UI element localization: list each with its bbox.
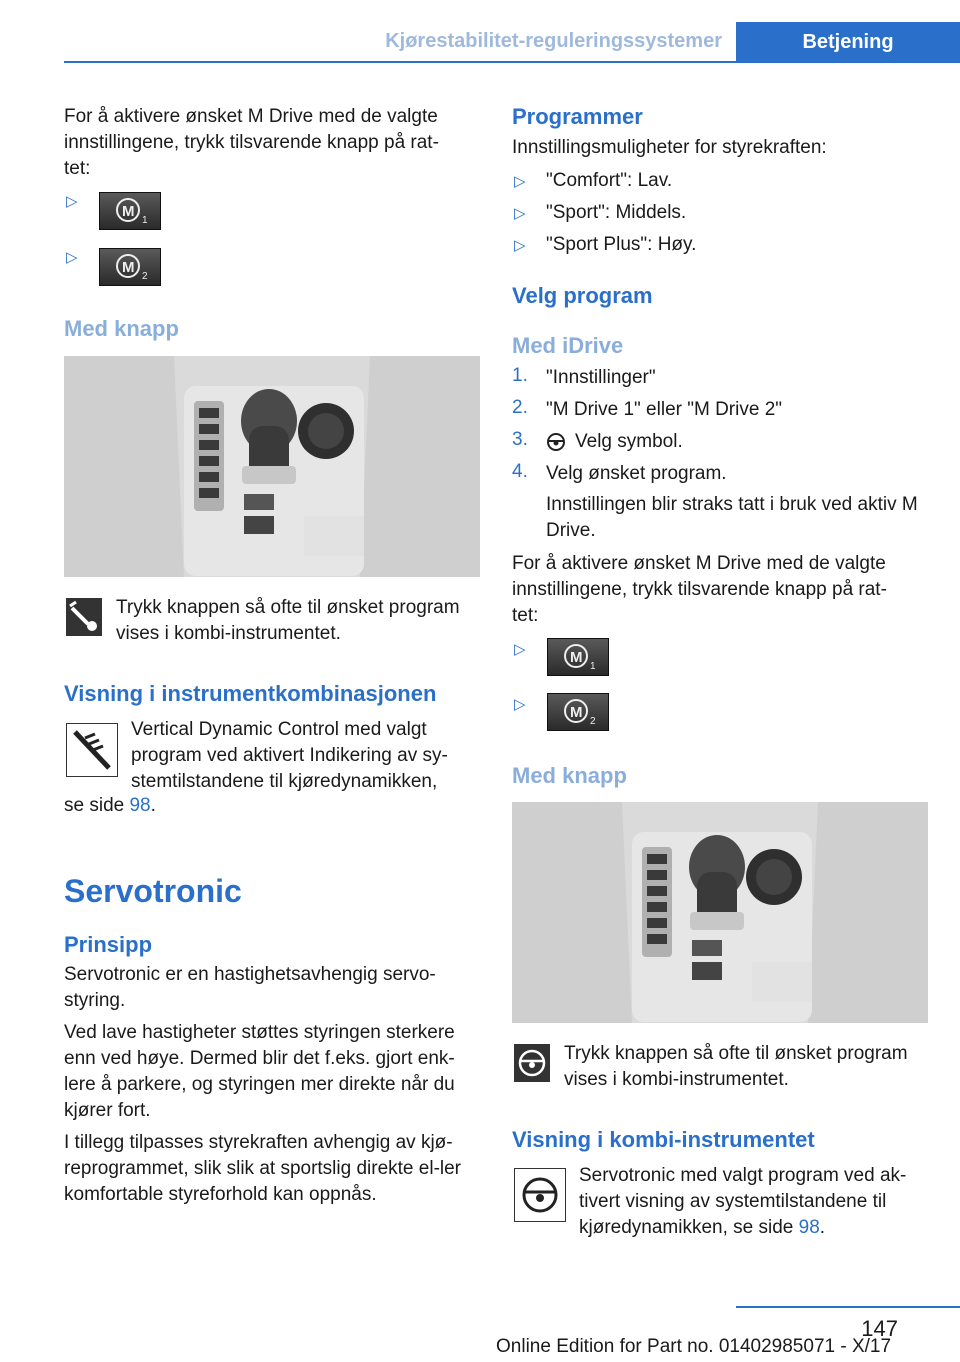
page-link-98[interactable]: 98	[129, 795, 151, 816]
option-sport: "Sport": Middels.	[546, 202, 687, 223]
prinsipp-heading: Prinsipp	[64, 932, 153, 957]
m2-button-image	[547, 693, 609, 731]
prinsipp-paragraph-2: Ved lave hastigheter støttes styringen sterkere enn ved høye. Dermed blir det f.eks. gjort enk-lere å parkere, og styringen mer direkte når du kjører fort.	[64, 1022, 455, 1121]
step-number-4: 4.	[512, 461, 528, 482]
period: .	[150, 795, 156, 816]
programmer-heading: Programmer	[512, 104, 643, 129]
steering-wheel-indicator-icon	[514, 1168, 566, 1222]
step-number-1: 1.	[512, 365, 528, 386]
med-knapp-heading-right: Med knapp	[512, 763, 627, 788]
svg-text:M: M	[122, 259, 135, 276]
step-4-subtext: Innstillingen blir straks tatt i bruk ved aktiv M Drive.	[546, 494, 918, 541]
visning-heading-right: Visning i kombi-instrumentet	[512, 1127, 815, 1152]
svg-text:M: M	[570, 649, 583, 666]
m1-index-label: 1	[590, 661, 596, 672]
header-rule	[64, 61, 960, 63]
see-page-text: se side	[64, 795, 125, 816]
step-text-3: Velg symbol.	[575, 431, 683, 452]
velg-program-heading: Velg program	[512, 283, 653, 308]
m1-button-image	[99, 192, 161, 230]
note-text-1: Trykk knappen så ofte til ønsket program vises i kombi-instrumentet.	[116, 597, 460, 644]
step-number-3: 3.	[512, 429, 528, 450]
footer-rule	[736, 1306, 960, 1308]
step-number-2: 2.	[512, 397, 528, 418]
page-link-98[interactable]: 98	[798, 1217, 820, 1238]
shock-absorber-icon	[66, 723, 118, 777]
visning-text-right: Servotronic med valgt program ved ak-tivert visning av systemtilstandene til kjøredynamikken, se side	[579, 1165, 907, 1238]
servotronic-heading: Servotronic	[64, 873, 242, 909]
steering-wheel-icon	[546, 432, 566, 452]
running-header-section: Kjørestabilitet-reguleringssystemer	[385, 30, 722, 52]
intro-paragraph: For å aktivere ønsket M Drive med de valgte innstillingene, trykk tilsvarende knapp på rat-tet:	[64, 106, 439, 179]
center-console-photo	[512, 802, 928, 1023]
svg-text:M: M	[570, 704, 583, 721]
svg-text:M: M	[122, 203, 135, 220]
option-comfort: "Comfort": Lav.	[546, 170, 673, 191]
m2-index-label: 2	[142, 271, 148, 282]
page-number: 147	[861, 1316, 898, 1341]
bullet-triangle-icon: ▷	[514, 237, 526, 254]
bullet-triangle-icon: ▷	[66, 193, 78, 210]
step-text-1: "Innstillinger"	[546, 367, 656, 388]
period: .	[819, 1217, 826, 1238]
med-idrive-heading: Med iDrive	[512, 333, 624, 358]
bullet-triangle-icon: ▷	[514, 696, 526, 713]
m2-index-label: 2	[590, 716, 596, 727]
prinsipp-paragraph-1: Servotronic er en hastighetsavhengig servo-styring.	[64, 964, 436, 1011]
bullet-triangle-icon: ▷	[514, 173, 526, 190]
visning-text-right-block	[579, 1163, 929, 1241]
see-page-line	[64, 793, 156, 819]
note-text-2: Trykk knappen så ofte til ønsket program vises i kombi-instrumentet.	[564, 1043, 908, 1090]
running-header-tab: Betjening	[736, 22, 960, 63]
step-text-4: Velg ønsket program.	[546, 463, 727, 484]
bullet-triangle-icon: ▷	[514, 641, 526, 658]
programmer-intro: Innstillingsmuligheter for styrekraften:	[512, 137, 827, 158]
intro-paragraph-2: For å aktivere ønsket M Drive med de valgte innstillingene, trykk tilsvarende knapp på rat-tet:	[512, 553, 887, 626]
step-text-2: "M Drive 1" eller "M Drive 2"	[546, 399, 783, 420]
option-sport-plus: "Sport Plus": Høy.	[546, 234, 697, 255]
med-knapp-heading: Med knapp	[64, 316, 179, 341]
wrench-note-icon	[66, 598, 102, 636]
m2-button-image	[99, 248, 161, 286]
m1-button-image	[547, 638, 609, 676]
bullet-triangle-icon: ▷	[66, 249, 78, 266]
bullet-triangle-icon: ▷	[514, 205, 526, 222]
visning-heading-left: Visning i instrumentkombinasjonen	[64, 681, 437, 706]
visning-text-left: Vertical Dynamic Control med valgt program ved aktivert Indikering av sy-stemtilstandene til kjøredynamikken,	[131, 719, 448, 792]
steering-note-icon	[514, 1044, 550, 1082]
footer-edition: Online Edition for Part no. 01402985071 - X/17	[496, 1336, 892, 1357]
m1-index-label: 1	[142, 215, 148, 226]
center-console-photo	[64, 356, 480, 577]
prinsipp-paragraph-3: I tillegg tilpasses styrekraften avhengig av kjø-reprogrammet, slik slik at sportslig direkte el-ler komfortable styreforhold kan oppnås.	[64, 1132, 462, 1205]
